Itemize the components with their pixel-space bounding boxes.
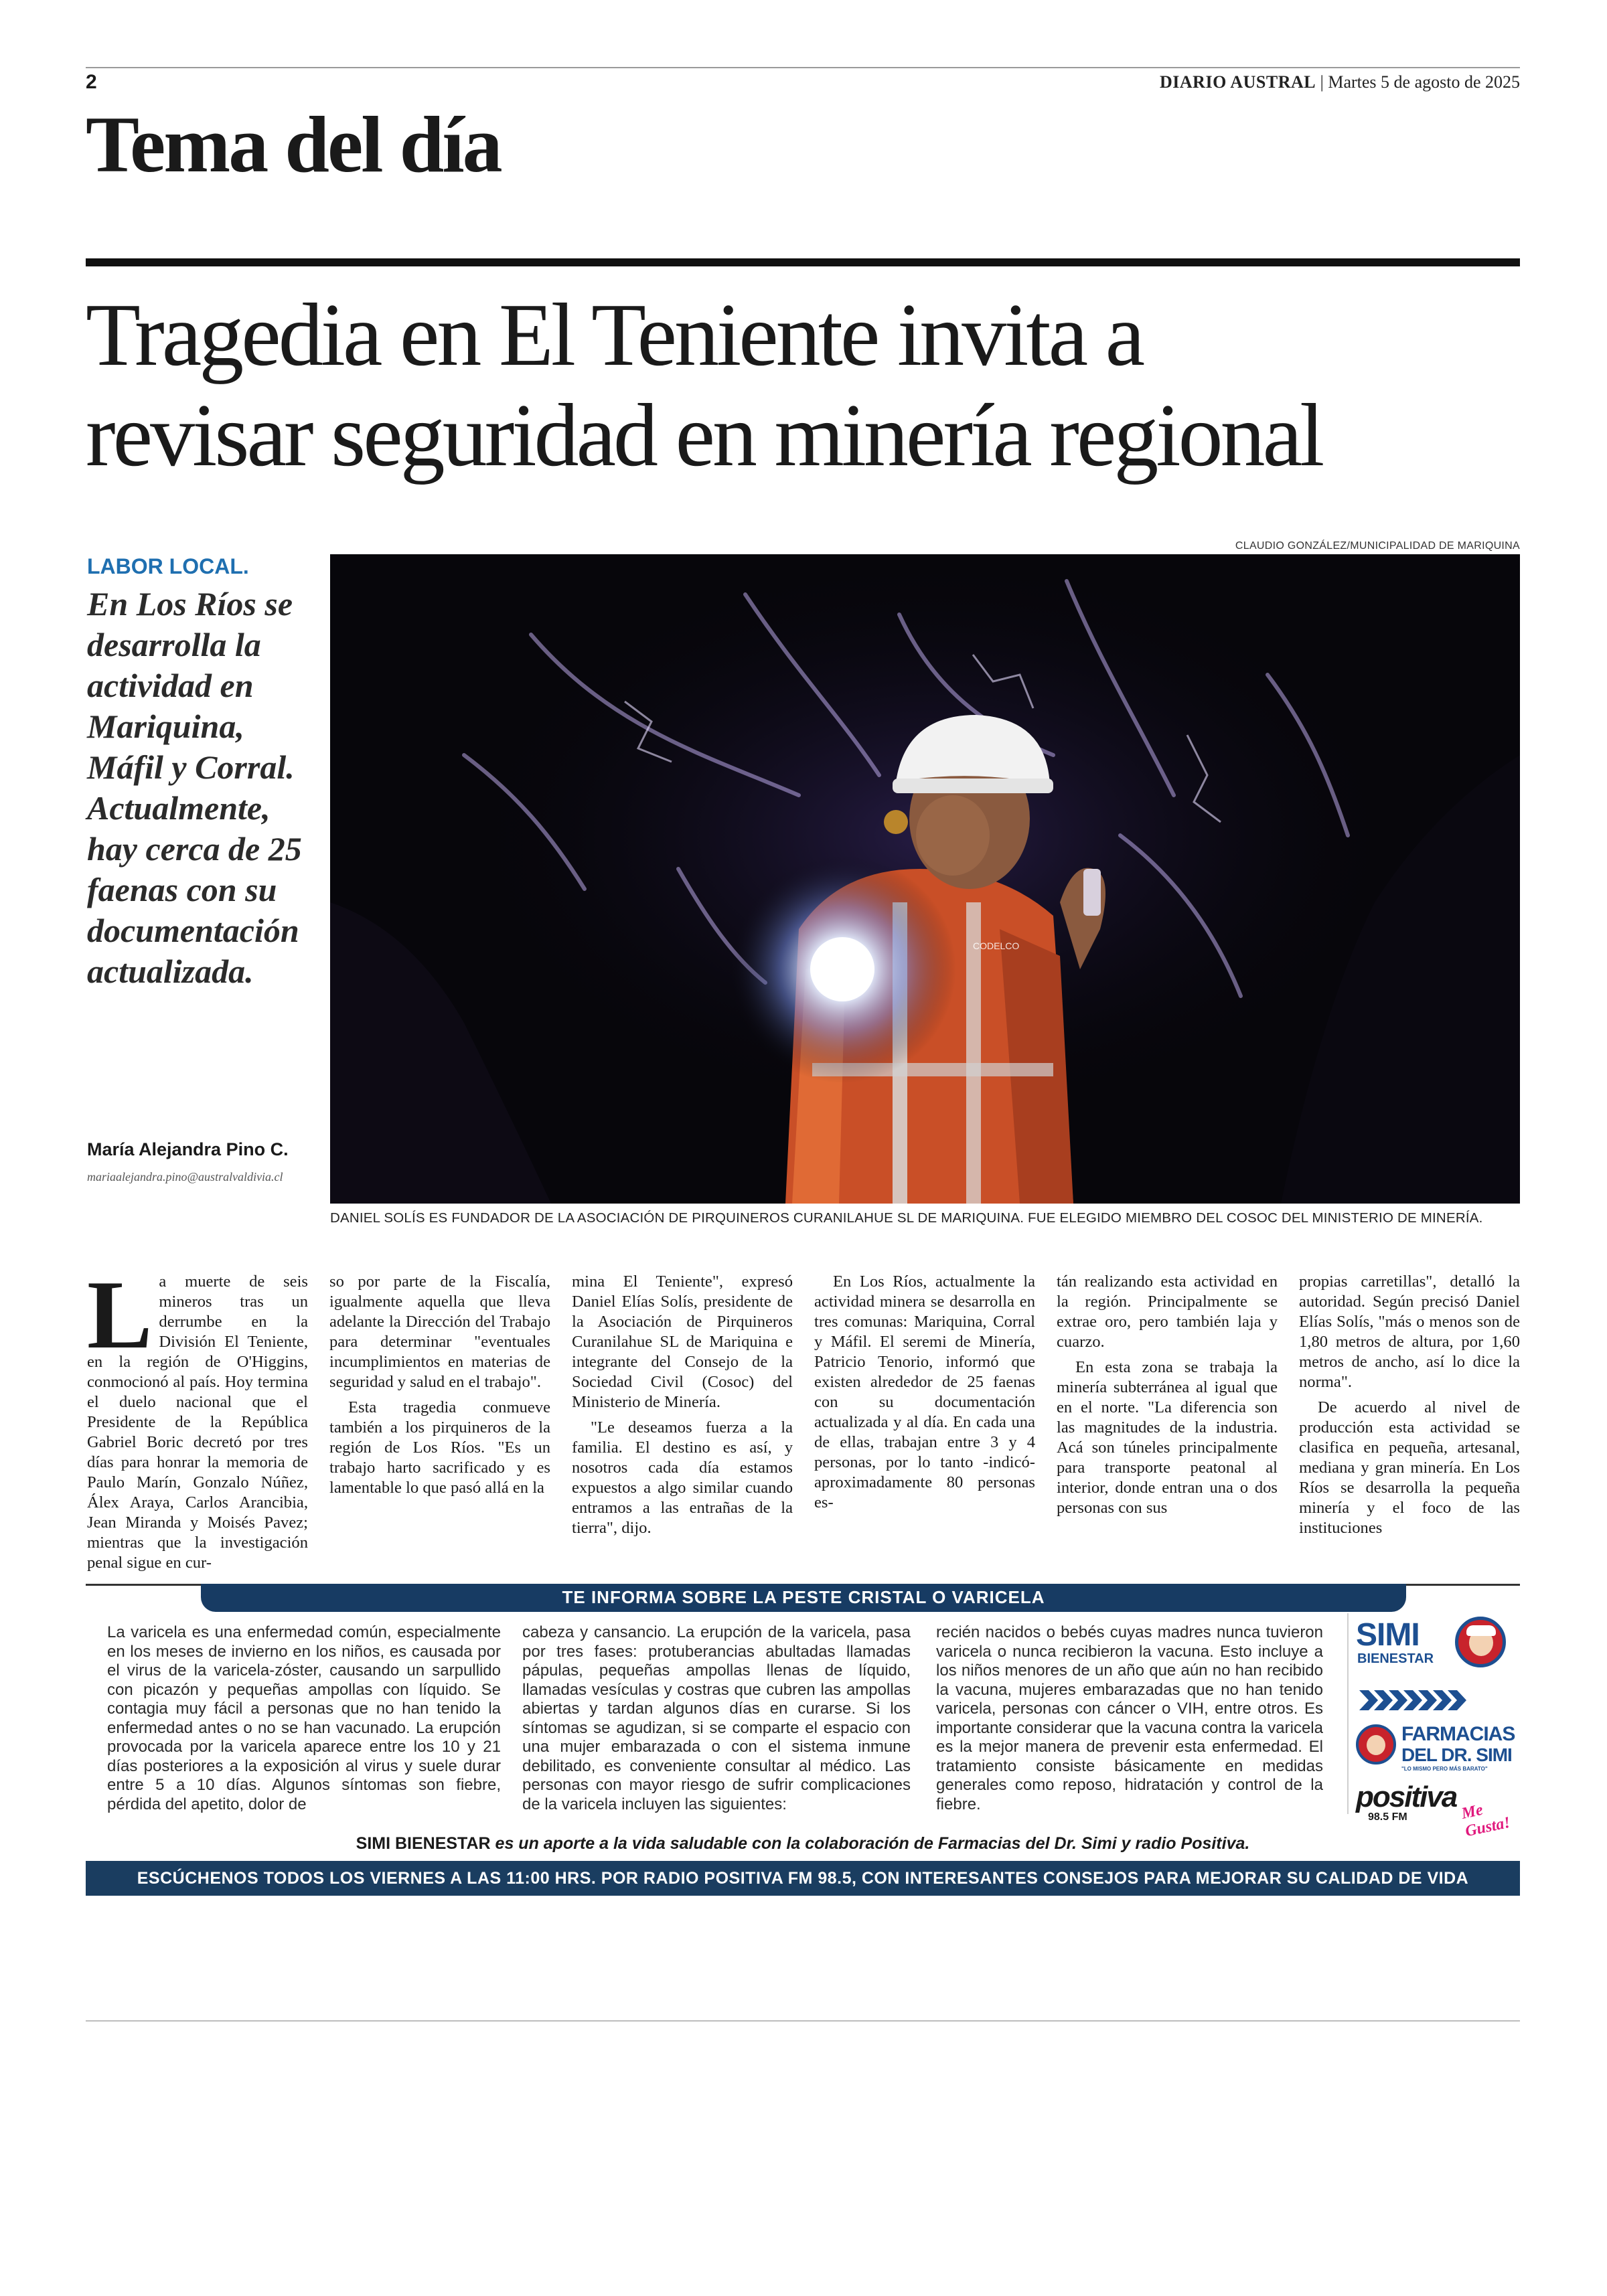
box-column-2: cabeza y cansancio. La erupción de la varicela, pasa por tres fases: protuberancias abultadas llamadas pápulas, pequeñas ampollas llenas de líquido, llamadas vesículas y costras que cubren las ampollas abiertas y tardan algunos días en curarse. Si los síntomas se agudizan, si se comparte el espacio con una mujer embarazada o con el sistema inmune debilitado, es conveniente consultar al médico. Las personas con mayor riesgo de sufrir complicaciones de la varicela incluyen las siguientes: [522, 1623, 911, 1813]
top-rule [86, 67, 1520, 68]
dr-simi-icon [1455, 1617, 1506, 1667]
radio-positiva-logo [1356, 1781, 1520, 1841]
article-column-4 [814, 1272, 1035, 1513]
issue-date: Martes 5 de agosto de 2025 [1328, 72, 1520, 92]
logos-divider [1347, 1613, 1349, 1814]
publication-name: DIARIO AUSTRAL [1160, 72, 1316, 92]
author-email: mariaalejandra.pino@australvaldivia.cl [87, 1170, 283, 1183]
article-column-3 [572, 1272, 793, 1538]
sponsor-text: es un aporte a la vida saludable con la colaboración de Farmacias del Dr. Simi y radio Positiva. [490, 1834, 1250, 1853]
article-column-1 [87, 1260, 308, 1573]
article-paragraph: Esta tragedia conmueve también a los pirquineros de la región de Los Ríos. "Es un trabajo harto sacrificado y es lamentable lo que pasó allá en la [329, 1398, 550, 1497]
article-column-5 [1057, 1272, 1278, 1518]
headline-line-1: Tragedia en El Teniente invita a [86, 285, 1143, 384]
article-paragraph: so por parte de la Fiscalía, igualmente aquella que lleva adelante la Dirección del Trabajo para determinar "eventuales incumplimientos en materias de seguridad y salud en el trabajo". [329, 1273, 550, 1391]
radio-logo-frequency: 98.5 FM [1368, 1811, 1407, 1823]
section-title: Tema del día [86, 100, 501, 189]
article-paragraph: propias carretillas", detalló la autoridad. Según precisó Daniel Elías Solís, "más o menos son de 1,80 metros de altura, por 1,60 metros de ancho, así lo dice la norma". [1299, 1273, 1520, 1391]
headline-line-2: revisar seguridad en minería regional [86, 386, 1322, 485]
miner-illustration [330, 554, 1520, 1204]
article-paragraph: "Le deseamos fuerza a la familia. El destino es así, y nosotros cada día estamos expuestos a algo similar cuando entramos a las entrañas de la tierra", dijo. [572, 1418, 793, 1537]
box-column-3: recién nacidos o bebés cuyas madres nunca tuvieron varicela o nunca recibieron la vacuna. Esto incluye a los niños menores de un año que aún no han recibido la vacuna, mujeres embarazadas que no han tenido varicela, personas con cáncer o VIH, entre otros. Es importante considerar que la vacuna contra la varicela es la mejor manera de prevenir esta enfermedad. El tratamiento consiste básicamente en medidas generales como reposo, hidratación y control de la fiebre. [936, 1623, 1323, 1813]
sponsor-brand: SIMI BIENESTAR [356, 1834, 491, 1853]
radio-schedule-bar: ESCÚCHENOS TODOS LOS VIERNES A LAS 11:00 HRS. POR RADIO POSITIVA FM 98.5, CON INTERESANTES CONSEJOS PARA MEJORAR SU CALIDAD DE VIDA [86, 1861, 1520, 1896]
page-number: 2 [86, 71, 97, 93]
jacket-logo: CODELCO [973, 940, 1020, 951]
drop-cap: L [87, 1260, 153, 1369]
lede: En Los Ríos se desarrolla la actividad en Mariquina, Máfil y Corral. Actualmente, hay cerca de 25 faenas con su documentación actualizada. [87, 585, 302, 990]
article-column-2 [329, 1272, 550, 1498]
article-paragraph: En esta zona se trabaja la minería subterránea al igual que en el norte. "La diferencia son las magnitudes de la industria. Acá son túneles principalmente para transporte peatonal al interior, donde entran una o dos personas con sus [1057, 1358, 1278, 1517]
simi-logo-subtitle: BIENESTAR [1357, 1651, 1434, 1666]
article-paragraph: De acuerdo al nivel de producción esta actividad se clasifica en pequeña, artesanal, mediana y gran minería. En Los Ríos se desarrolla la pequeña minería y el foco de las instituciones [1299, 1398, 1520, 1537]
photo-credit: CLAUDIO GONZÁLEZ/MUNICIPALIDAD DE MARIQUINA [1235, 540, 1520, 552]
farmacias-logo-line-2: DEL DR. SIMI [1401, 1744, 1512, 1765]
article-paragraph: a muerte de seis mineros tras un derrumbe en la División El Teniente, en la región de O'Higgins, conmocionó al país. Hoy termina el duelo nacional que el Presidente de la República Gabriel Boric decretó por tres días para honrar la memoria de Paulo Marín, Gonzalo Núñez, Álex Araya, Carlos Arancibia, Jean Miranda y Moisés Pavez; mientras que la investigación penal sigue en cur- [87, 1273, 308, 1572]
chevron-stripe-icon [1359, 1687, 1480, 1714]
photo-caption: DANIEL SOLÍS ES FUNDADOR DE LA ASOCIACIÓN DE PIRQUINEROS CURANILAHUE SL DE MARIQUINA. FUE ELEGIDO MIEMBRO DEL COSOC DEL MINISTERIO DE MINERÍA. [330, 1210, 1483, 1226]
box-column-1: La varicela es una enfermedad común, especialmente en los meses de invierno en los niños, es causada por el virus de la varicela-zóster, causando un sarpullido con picazón y pequeñas ampollas con líquido. Se contagia muy fácil a personas que no han tenido la enfermedad antes o no se han vacunado. La erupción provocada por la varicela aparece entre los 10 y 21 días posteriores a la exposición al virus y suele durar entre 5 a 10 días. Algunos síntomas son fiebre, pérdida del apetito, dolor de [107, 1623, 501, 1813]
radio-logo-tagline: Me Gusta! [1460, 1801, 1512, 1841]
author-name: María Alejandra Pino C. [87, 1139, 289, 1159]
section-rule [86, 258, 1520, 266]
simi-logo-text: SIMI [1356, 1617, 1420, 1653]
farmacias-logo-line-1: FARMACIAS [1401, 1723, 1515, 1745]
article-paragraph: mina El Teniente", expresó Daniel Elías Solís, presidente de la Asociación de Pirquineros Curanilahue SL de Mariquina e integrante del Consejo de la Sociedad Civil (Cosoc) del Ministerio de Minería. [572, 1273, 793, 1411]
kicker: LABOR LOCAL. [87, 554, 249, 578]
headline [86, 284, 1520, 485]
farmacias-logo-tagline: "LO MISMO PERO MÁS BARATO" [1401, 1766, 1488, 1772]
box-title: TE INFORMA SOBRE LA PESTE CRISTAL O VARICELA [201, 1584, 1406, 1612]
farmacias-dr-simi-icon [1356, 1724, 1396, 1765]
farmacias-dr-simi-logo [1356, 1720, 1520, 1774]
miner-photo [330, 554, 1520, 1204]
article-column-6 [1299, 1272, 1520, 1538]
masthead: DIARIO AUSTRAL | Martes 5 de agosto de 2025 [1160, 72, 1520, 92]
simi-bienestar-logo [1356, 1617, 1517, 1677]
sponsor-line [86, 1834, 1520, 1854]
article-paragraph: tán realizando esta actividad en la región. Principalmente se extrae oro, pero también laja y cuarzo. [1057, 1273, 1278, 1351]
bottom-rule [86, 2020, 1520, 2022]
article-paragraph: En Los Ríos, actualmente la actividad minera se desarrolla en tres comunas: Mariquina, Corral y Máfil. El seremi de Minería, Patricio Tenorio, informó que existen alrededor de 25 faenas con su documentación actualizada y al día. En cada una de ellas, trabajan entre 3 y 4 personas, por lo tanto -indicó- aproximadamente 80 personas es- [814, 1273, 1035, 1511]
radio-logo-text: positiva [1356, 1781, 1457, 1813]
